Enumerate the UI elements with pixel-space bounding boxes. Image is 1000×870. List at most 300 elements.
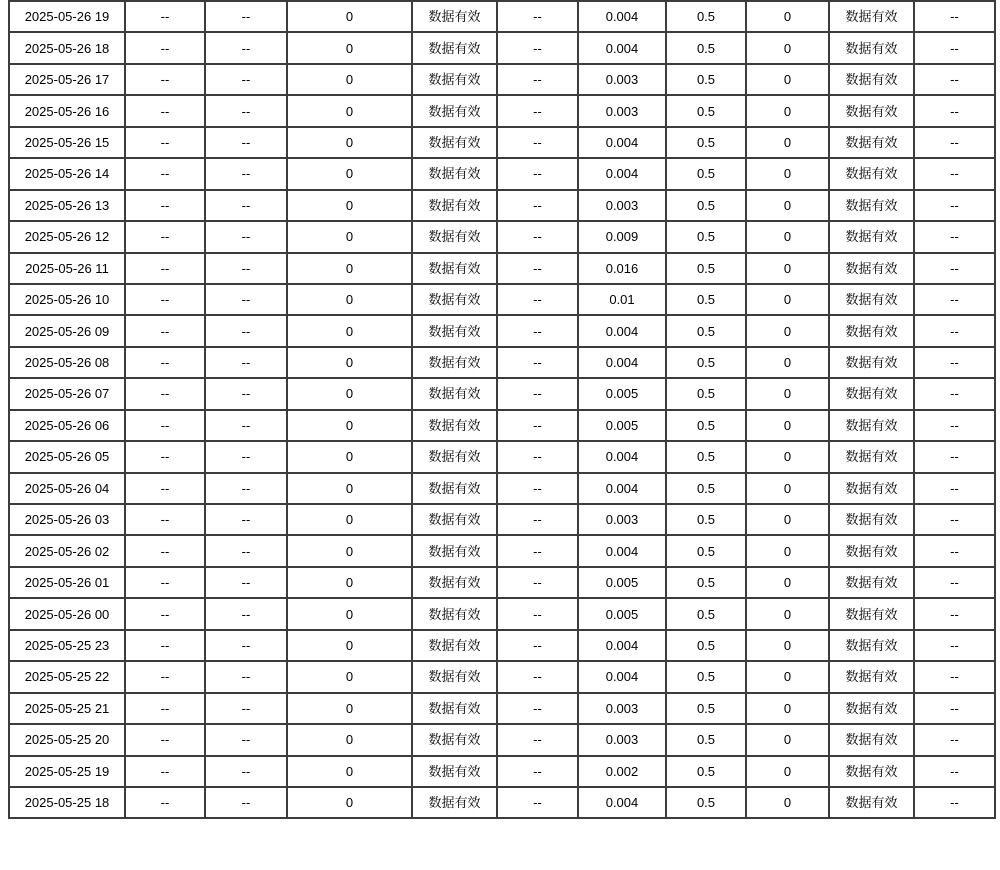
table-cell: 0 bbox=[287, 190, 412, 221]
timestamp-cell: 2025-05-26 13 bbox=[9, 190, 125, 221]
table-cell: 0 bbox=[746, 410, 829, 441]
table-cell: -- bbox=[497, 598, 578, 629]
table-cell: -- bbox=[125, 190, 205, 221]
table-cell: 数据有效 bbox=[829, 598, 914, 629]
table-cell: 0.004 bbox=[578, 661, 666, 692]
table-cell: -- bbox=[125, 253, 205, 284]
table-cell: 0.5 bbox=[666, 158, 746, 189]
table-cell: 0 bbox=[746, 347, 829, 378]
table-cell: -- bbox=[125, 158, 205, 189]
timestamp-cell: 2025-05-25 22 bbox=[9, 661, 125, 692]
table-cell: 数据有效 bbox=[412, 724, 497, 755]
timestamp-cell: 2025-05-26 16 bbox=[9, 95, 125, 126]
table-cell: -- bbox=[205, 693, 287, 724]
table-cell: 数据有效 bbox=[829, 724, 914, 755]
timestamp-cell: 2025-05-26 00 bbox=[9, 598, 125, 629]
table-cell: 0 bbox=[287, 661, 412, 692]
table-cell: 0 bbox=[746, 724, 829, 755]
table-row bbox=[9, 535, 995, 566]
table-cell: -- bbox=[497, 315, 578, 346]
table-row bbox=[9, 253, 995, 284]
table-cell: 数据有效 bbox=[829, 32, 914, 63]
timestamp-cell: 2025-05-25 21 bbox=[9, 693, 125, 724]
table-row bbox=[9, 504, 995, 535]
table-cell: 0.005 bbox=[578, 598, 666, 629]
table-row bbox=[9, 127, 995, 158]
table-cell: 0.5 bbox=[666, 630, 746, 661]
timestamp-cell: 2025-05-26 19 bbox=[9, 1, 125, 32]
table-cell: -- bbox=[205, 95, 287, 126]
table-cell: 数据有效 bbox=[829, 504, 914, 535]
table-cell: -- bbox=[125, 504, 205, 535]
table-cell: 0.5 bbox=[666, 410, 746, 441]
table-cell: 0.004 bbox=[578, 127, 666, 158]
table-cell: 数据有效 bbox=[829, 630, 914, 661]
table-cell: 0.5 bbox=[666, 253, 746, 284]
timestamp-cell: 2025-05-25 19 bbox=[9, 756, 125, 787]
table-cell: 数据有效 bbox=[829, 441, 914, 472]
timestamp-cell: 2025-05-26 17 bbox=[9, 64, 125, 95]
table-row bbox=[9, 347, 995, 378]
table-cell: -- bbox=[914, 567, 995, 598]
table-cell: -- bbox=[914, 127, 995, 158]
table-cell: 0 bbox=[287, 32, 412, 63]
table-cell: 0 bbox=[287, 347, 412, 378]
table-row bbox=[9, 190, 995, 221]
table-cell: 0.004 bbox=[578, 630, 666, 661]
table-cell: 0 bbox=[287, 473, 412, 504]
table-row bbox=[9, 756, 995, 787]
table-cell: 0 bbox=[746, 378, 829, 409]
table-row bbox=[9, 598, 995, 629]
table-cell: 数据有效 bbox=[829, 347, 914, 378]
table-cell: 数据有效 bbox=[829, 221, 914, 252]
table-cell: 0 bbox=[746, 1, 829, 32]
table-cell: 0 bbox=[287, 127, 412, 158]
table-cell: -- bbox=[914, 284, 995, 315]
table-cell: -- bbox=[914, 221, 995, 252]
table-cell: 0 bbox=[287, 315, 412, 346]
table-cell: -- bbox=[205, 64, 287, 95]
table-cell: 数据有效 bbox=[829, 787, 914, 818]
timestamp-cell: 2025-05-25 18 bbox=[9, 787, 125, 818]
table-cell: -- bbox=[497, 1, 578, 32]
table-cell: 0 bbox=[746, 441, 829, 472]
table-cell: -- bbox=[497, 64, 578, 95]
table-cell: 0 bbox=[746, 221, 829, 252]
table-cell: 0.01 bbox=[578, 284, 666, 315]
table-cell: 数据有效 bbox=[412, 504, 497, 535]
table-cell: 0 bbox=[746, 315, 829, 346]
table-row bbox=[9, 32, 995, 63]
table-cell: -- bbox=[205, 378, 287, 409]
table-cell: -- bbox=[125, 1, 205, 32]
timestamp-cell: 2025-05-26 01 bbox=[9, 567, 125, 598]
table-cell: -- bbox=[497, 190, 578, 221]
table-cell: 0 bbox=[287, 693, 412, 724]
table-cell: 0.004 bbox=[578, 1, 666, 32]
table-cell: -- bbox=[125, 693, 205, 724]
table-cell: 0.003 bbox=[578, 190, 666, 221]
table-cell: 数据有效 bbox=[412, 441, 497, 472]
table-cell: 数据有效 bbox=[412, 253, 497, 284]
table-cell: -- bbox=[497, 535, 578, 566]
table-cell: 0.5 bbox=[666, 190, 746, 221]
table-cell: -- bbox=[497, 32, 578, 63]
table-cell: 数据有效 bbox=[412, 410, 497, 441]
table-cell: 数据有效 bbox=[829, 95, 914, 126]
table-cell: 0.003 bbox=[578, 693, 666, 724]
table-cell: 数据有效 bbox=[412, 1, 497, 32]
table-row bbox=[9, 158, 995, 189]
table-cell: 0.003 bbox=[578, 724, 666, 755]
table-row bbox=[9, 1, 995, 32]
table-cell: -- bbox=[205, 410, 287, 441]
table-cell: 0.5 bbox=[666, 1, 746, 32]
table-cell: -- bbox=[125, 598, 205, 629]
table-cell: 数据有效 bbox=[412, 284, 497, 315]
table-cell: -- bbox=[125, 661, 205, 692]
table-row bbox=[9, 567, 995, 598]
table-cell: -- bbox=[205, 253, 287, 284]
timestamp-cell: 2025-05-26 10 bbox=[9, 284, 125, 315]
table-cell: -- bbox=[205, 32, 287, 63]
table-cell: 0 bbox=[746, 32, 829, 63]
table-cell: 0 bbox=[287, 567, 412, 598]
table-cell: -- bbox=[125, 315, 205, 346]
table-cell: 0.003 bbox=[578, 95, 666, 126]
table-cell: 0.5 bbox=[666, 756, 746, 787]
table-cell: -- bbox=[914, 378, 995, 409]
table-cell: -- bbox=[125, 756, 205, 787]
timestamp-cell: 2025-05-26 18 bbox=[9, 32, 125, 63]
table-cell: 0.5 bbox=[666, 473, 746, 504]
table-cell: -- bbox=[205, 347, 287, 378]
table-cell: -- bbox=[497, 253, 578, 284]
table-cell: 0 bbox=[746, 787, 829, 818]
table-row bbox=[9, 693, 995, 724]
table-cell: -- bbox=[205, 504, 287, 535]
table-cell: -- bbox=[205, 441, 287, 472]
table-cell: -- bbox=[497, 158, 578, 189]
table-row bbox=[9, 95, 995, 126]
table-cell: 0.5 bbox=[666, 598, 746, 629]
table-cell: 数据有效 bbox=[412, 756, 497, 787]
timestamp-cell: 2025-05-26 06 bbox=[9, 410, 125, 441]
table-cell: 0 bbox=[746, 473, 829, 504]
table-cell: -- bbox=[125, 630, 205, 661]
table-cell: 数据有效 bbox=[829, 756, 914, 787]
table-cell: -- bbox=[125, 378, 205, 409]
table-cell: 0 bbox=[746, 598, 829, 629]
table-cell: 数据有效 bbox=[829, 284, 914, 315]
table-cell: 数据有效 bbox=[829, 567, 914, 598]
table-cell: -- bbox=[914, 693, 995, 724]
table-row bbox=[9, 630, 995, 661]
table-cell: -- bbox=[205, 190, 287, 221]
table-cell: 数据有效 bbox=[829, 64, 914, 95]
table-cell: 0 bbox=[287, 95, 412, 126]
table-cell: 0.009 bbox=[578, 221, 666, 252]
table-cell: 0 bbox=[746, 284, 829, 315]
table-cell: 0.5 bbox=[666, 315, 746, 346]
table-cell: 0.004 bbox=[578, 473, 666, 504]
timestamp-cell: 2025-05-25 20 bbox=[9, 724, 125, 755]
table-cell: 0.004 bbox=[578, 315, 666, 346]
table-cell: -- bbox=[125, 535, 205, 566]
table-cell: -- bbox=[914, 64, 995, 95]
table-cell: 0.5 bbox=[666, 284, 746, 315]
table-cell: -- bbox=[205, 127, 287, 158]
table-cell: 0.004 bbox=[578, 347, 666, 378]
table-cell: -- bbox=[205, 787, 287, 818]
timestamp-cell: 2025-05-26 08 bbox=[9, 347, 125, 378]
table-cell: 0.5 bbox=[666, 504, 746, 535]
table-cell: 0 bbox=[287, 1, 412, 32]
table-cell: -- bbox=[205, 567, 287, 598]
table-cell: 0.003 bbox=[578, 504, 666, 535]
table-cell: 0 bbox=[287, 787, 412, 818]
table-cell: 0 bbox=[287, 630, 412, 661]
table-cell: -- bbox=[914, 535, 995, 566]
table-cell: -- bbox=[914, 347, 995, 378]
table-cell: 0.004 bbox=[578, 32, 666, 63]
table-cell: -- bbox=[205, 630, 287, 661]
table-cell: -- bbox=[497, 410, 578, 441]
table-cell: -- bbox=[125, 473, 205, 504]
table-cell: -- bbox=[125, 567, 205, 598]
table-cell: 0 bbox=[287, 284, 412, 315]
table-cell: -- bbox=[205, 1, 287, 32]
table-cell: 数据有效 bbox=[829, 127, 914, 158]
table-cell: -- bbox=[497, 347, 578, 378]
table-cell: -- bbox=[497, 378, 578, 409]
table-row bbox=[9, 315, 995, 346]
table-cell: 0 bbox=[746, 127, 829, 158]
table-cell: 数据有效 bbox=[412, 32, 497, 63]
timestamp-cell: 2025-05-26 07 bbox=[9, 378, 125, 409]
table-cell: 数据有效 bbox=[412, 315, 497, 346]
table-cell: 0 bbox=[287, 378, 412, 409]
table-cell: -- bbox=[125, 64, 205, 95]
table-cell: 0.004 bbox=[578, 535, 666, 566]
table-cell: -- bbox=[914, 473, 995, 504]
table-cell: 0.005 bbox=[578, 410, 666, 441]
table-cell: 数据有效 bbox=[412, 598, 497, 629]
table-cell: -- bbox=[205, 158, 287, 189]
table-cell: 数据有效 bbox=[829, 661, 914, 692]
table-cell: 数据有效 bbox=[412, 535, 497, 566]
table-cell: -- bbox=[125, 441, 205, 472]
table-cell: -- bbox=[125, 724, 205, 755]
table-cell: 0 bbox=[287, 221, 412, 252]
table-cell: 0 bbox=[746, 158, 829, 189]
table-cell: -- bbox=[497, 473, 578, 504]
table-cell: 数据有效 bbox=[829, 190, 914, 221]
table-cell: 0 bbox=[287, 253, 412, 284]
table-cell: -- bbox=[914, 598, 995, 629]
table-cell: -- bbox=[914, 190, 995, 221]
table-cell: -- bbox=[497, 95, 578, 126]
timestamp-cell: 2025-05-26 14 bbox=[9, 158, 125, 189]
table-cell: 0.5 bbox=[666, 567, 746, 598]
table-cell: -- bbox=[125, 347, 205, 378]
table-cell: -- bbox=[914, 32, 995, 63]
table-cell: -- bbox=[205, 473, 287, 504]
table-cell: 0.5 bbox=[666, 64, 746, 95]
table-cell: -- bbox=[205, 598, 287, 629]
table-cell: 0.005 bbox=[578, 378, 666, 409]
table-cell: -- bbox=[205, 221, 287, 252]
table-cell: 0 bbox=[287, 535, 412, 566]
table-cell: 0.005 bbox=[578, 567, 666, 598]
table-row bbox=[9, 410, 995, 441]
table-cell: 0.016 bbox=[578, 253, 666, 284]
timestamp-cell: 2025-05-26 15 bbox=[9, 127, 125, 158]
table-cell: -- bbox=[914, 441, 995, 472]
table-cell: -- bbox=[914, 787, 995, 818]
table-cell: 数据有效 bbox=[829, 410, 914, 441]
table-cell: 0 bbox=[287, 158, 412, 189]
table-cell: 数据有效 bbox=[412, 378, 497, 409]
timestamp-cell: 2025-05-26 03 bbox=[9, 504, 125, 535]
table-cell: 0 bbox=[746, 253, 829, 284]
table-cell: -- bbox=[497, 724, 578, 755]
table-cell: -- bbox=[205, 661, 287, 692]
table-cell: -- bbox=[497, 693, 578, 724]
table-row bbox=[9, 441, 995, 472]
table-cell: 0.002 bbox=[578, 756, 666, 787]
table-cell: -- bbox=[914, 756, 995, 787]
table-cell: -- bbox=[205, 535, 287, 566]
table-cell: 0.003 bbox=[578, 64, 666, 95]
table-cell: -- bbox=[497, 756, 578, 787]
table-cell: 0.5 bbox=[666, 347, 746, 378]
table-cell: 数据有效 bbox=[412, 158, 497, 189]
table-cell: 0.5 bbox=[666, 32, 746, 63]
table-body bbox=[9, 1, 995, 818]
table-cell: 0.5 bbox=[666, 127, 746, 158]
table-cell: -- bbox=[205, 284, 287, 315]
timestamp-cell: 2025-05-26 09 bbox=[9, 315, 125, 346]
table-cell: -- bbox=[497, 504, 578, 535]
table-cell: 0.5 bbox=[666, 693, 746, 724]
table-row bbox=[9, 661, 995, 692]
table-cell: -- bbox=[914, 1, 995, 32]
table-cell: -- bbox=[125, 410, 205, 441]
table-cell: 数据有效 bbox=[412, 473, 497, 504]
table-row bbox=[9, 221, 995, 252]
table-cell: 数据有效 bbox=[829, 535, 914, 566]
table-cell: 数据有效 bbox=[412, 661, 497, 692]
table-cell: -- bbox=[125, 95, 205, 126]
table-cell: 数据有效 bbox=[412, 190, 497, 221]
table-cell: 0.004 bbox=[578, 787, 666, 818]
table-cell: 0.5 bbox=[666, 787, 746, 818]
table-row bbox=[9, 473, 995, 504]
table-cell: 0 bbox=[746, 756, 829, 787]
table-cell: -- bbox=[497, 284, 578, 315]
table-cell: 0 bbox=[287, 64, 412, 95]
table-cell: -- bbox=[497, 787, 578, 818]
table-cell: 数据有效 bbox=[412, 64, 497, 95]
table-cell: 0 bbox=[746, 567, 829, 598]
table-cell: -- bbox=[125, 127, 205, 158]
table-cell: -- bbox=[205, 724, 287, 755]
table-cell: 0.5 bbox=[666, 378, 746, 409]
table-cell: 数据有效 bbox=[829, 693, 914, 724]
table-cell: 0 bbox=[746, 504, 829, 535]
table-cell: -- bbox=[914, 661, 995, 692]
table-cell: 数据有效 bbox=[829, 473, 914, 504]
table-cell: -- bbox=[914, 315, 995, 346]
table-cell: 0 bbox=[287, 724, 412, 755]
timestamp-cell: 2025-05-26 12 bbox=[9, 221, 125, 252]
table-cell: 数据有效 bbox=[412, 95, 497, 126]
table-row bbox=[9, 284, 995, 315]
table-cell: 0 bbox=[746, 535, 829, 566]
table-cell: -- bbox=[497, 567, 578, 598]
table-cell: 0.5 bbox=[666, 95, 746, 126]
table-cell: -- bbox=[914, 724, 995, 755]
table-cell: 0 bbox=[746, 693, 829, 724]
table-cell: 0 bbox=[746, 95, 829, 126]
table-cell: 0 bbox=[287, 756, 412, 787]
table-cell: 0 bbox=[287, 410, 412, 441]
table-cell: -- bbox=[205, 315, 287, 346]
table-cell: 0.5 bbox=[666, 661, 746, 692]
timestamp-cell: 2025-05-26 11 bbox=[9, 253, 125, 284]
table-cell: 数据有效 bbox=[829, 378, 914, 409]
table-cell: 数据有效 bbox=[412, 347, 497, 378]
table-cell: 0 bbox=[287, 598, 412, 629]
table-cell: 0 bbox=[746, 630, 829, 661]
table-cell: -- bbox=[497, 221, 578, 252]
table-cell: 数据有效 bbox=[412, 693, 497, 724]
table-cell: 数据有效 bbox=[829, 1, 914, 32]
table-cell: 0 bbox=[287, 441, 412, 472]
table-cell: 0.5 bbox=[666, 441, 746, 472]
timestamp-cell: 2025-05-26 02 bbox=[9, 535, 125, 566]
table-cell: 0 bbox=[287, 504, 412, 535]
table-cell: -- bbox=[125, 221, 205, 252]
table-cell: 数据有效 bbox=[412, 567, 497, 598]
table-cell: -- bbox=[497, 441, 578, 472]
table-row bbox=[9, 787, 995, 818]
table-row bbox=[9, 724, 995, 755]
table-cell: -- bbox=[497, 127, 578, 158]
table-cell: -- bbox=[497, 630, 578, 661]
table-cell: -- bbox=[914, 253, 995, 284]
table-cell: 0.5 bbox=[666, 221, 746, 252]
table-cell: -- bbox=[914, 504, 995, 535]
table-cell: -- bbox=[205, 756, 287, 787]
table-cell: -- bbox=[497, 661, 578, 692]
table-cell: -- bbox=[914, 95, 995, 126]
table-cell: 数据有效 bbox=[829, 158, 914, 189]
table-cell: 0.004 bbox=[578, 441, 666, 472]
table-cell: 0.5 bbox=[666, 724, 746, 755]
table-viewport bbox=[8, 0, 996, 870]
table-cell: -- bbox=[914, 158, 995, 189]
timestamp-cell: 2025-05-25 23 bbox=[9, 630, 125, 661]
table-cell: 数据有效 bbox=[829, 253, 914, 284]
table-cell: -- bbox=[125, 787, 205, 818]
table-cell: 数据有效 bbox=[412, 221, 497, 252]
table-cell: -- bbox=[125, 284, 205, 315]
timestamp-cell: 2025-05-26 04 bbox=[9, 473, 125, 504]
table-row bbox=[9, 378, 995, 409]
